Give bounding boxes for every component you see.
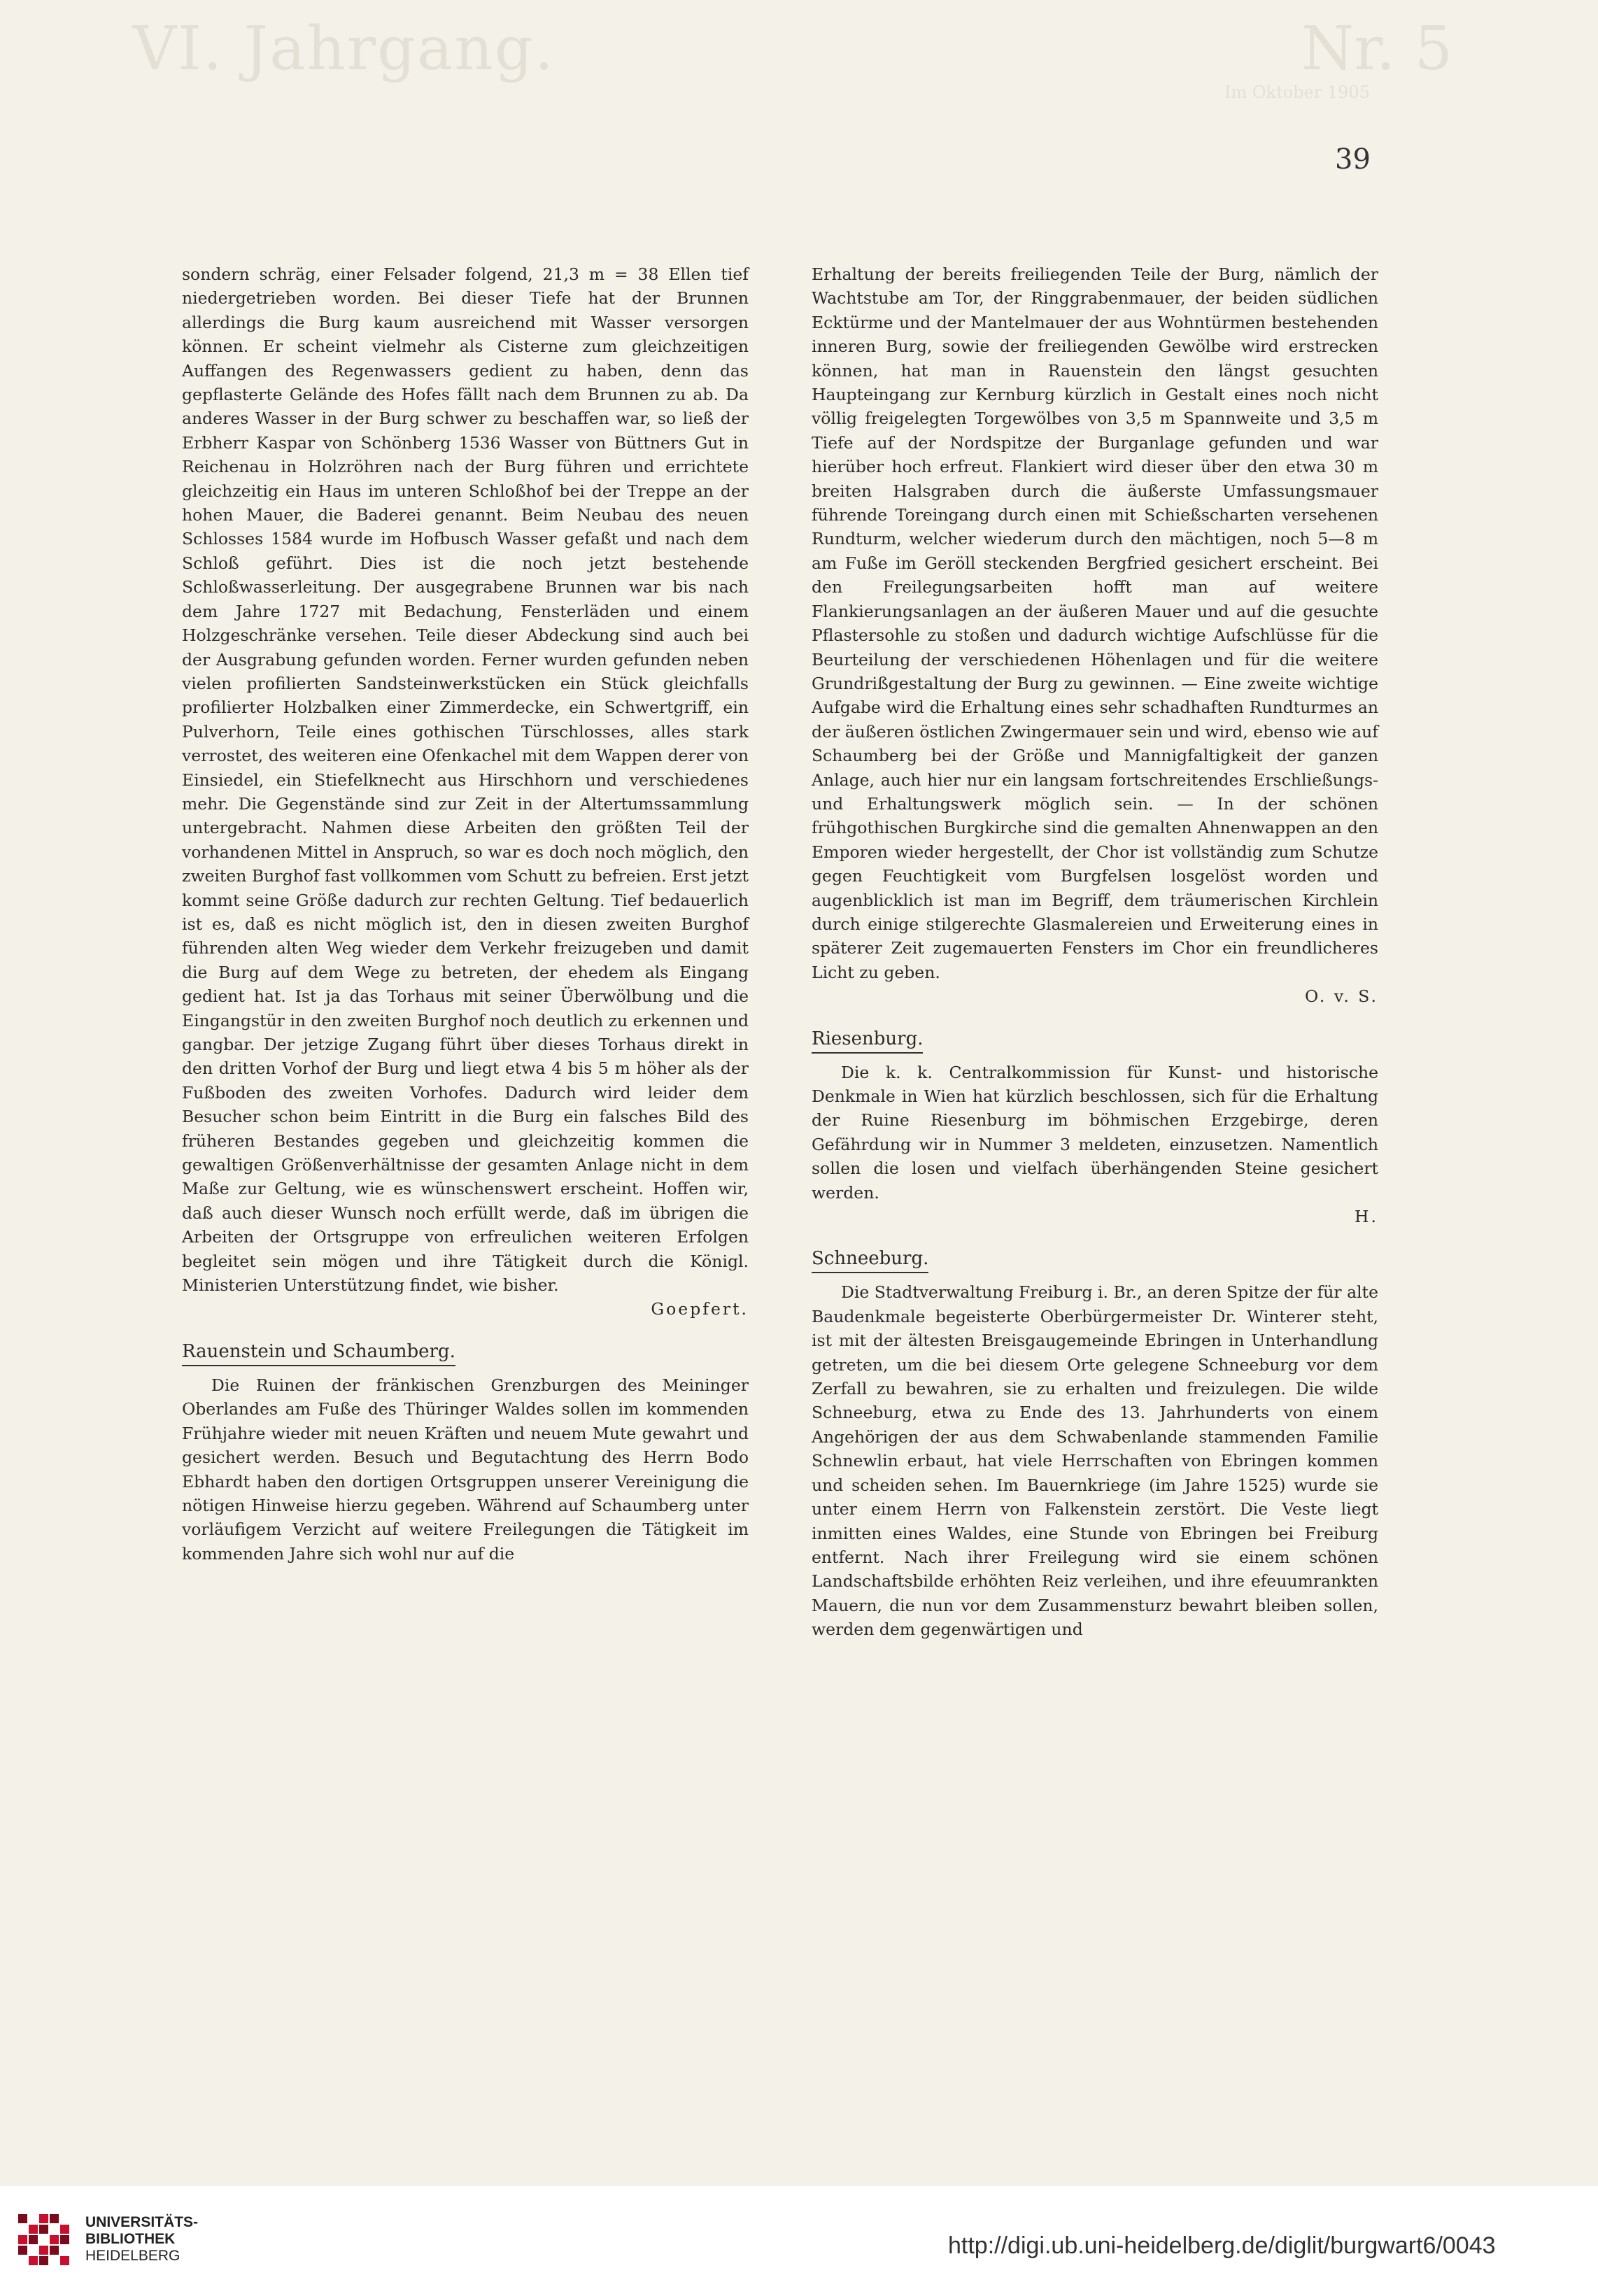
article-paragraph [182, 262, 749, 1321]
logo-tile [29, 2256, 38, 2265]
logo-tile [50, 2214, 59, 2223]
ghost-issue-number: Nr. 5 [1301, 14, 1453, 84]
library-name [85, 2214, 198, 2265]
ghost-issue-date: Im Oktober 1905 [1224, 83, 1370, 102]
article-paragraph: Die Stadtverwaltung Freiburg i. Br., an deren Spitze der für alte Baudenkmale begeisterte Oberbürgermeister Dr. Winterer steht, ist mit der ältesten Breisgaugemeinde Ebringen in Unterhandlung getreten, um die bei diesem Orte gelegene Schneeburg vor dem Zerfall zu bewahren, sie zu erhalten und freizulegen. Die wilde Schneeburg, etwa zu Ende des 13. Jahrhunderts von einem Angehörigen der aus dem Schwabenlande stammenden Familie Schnewlin erbaut, hat viele Herrschaften von Ebringen kommen und scheiden sehen. Im Bauernkriege (im Jahre 1525) wurde sie unter einem Herrn von Falkenstein zerstört. Die Veste liegt inmitten eines Waldes, eine Stunde von Ebringen bei Freiburg entfernt. Nach ihrer Freilegung wird sie einem schönen Landschaftsbilde erhöhten Reiz verleihen, und ihre efeuumrankten Mauern, die nun vor dem Zusammensturz bewahrt bleiben sollen, werden dem gegenwärtigen und [812, 1282, 1378, 1640]
logo-tile [60, 2225, 69, 2234]
left-column [182, 262, 749, 1566]
logo-tile [29, 2225, 38, 2234]
article-paragraph: Die Ruinen der fränkischen Grenzburgen des Meininger Oberlandes am Fuße des Thüringer Waldes sollen im kommenden Frühjahre wieder mit neuen Kräften und neuem Mute gewahrt und gesichert werden. Besuch und Begutachtung des Herrn Bodo Ebhardt haben den dortigen Ortsgruppen unserer Vereinigung die nötigen Hinweise hierzu gegeben. Während auf Schaumberg unter vorläufigem Verzicht auf weitere Freilegungen die Tätigkeit im kommenden Jahre sich wohl nur auf die [182, 1375, 749, 1564]
logo-tile [18, 2214, 27, 2223]
logo-tile [50, 2235, 59, 2244]
article-paragraph [812, 1061, 1378, 1229]
library-name-line: UNIVERSITÄTS- [85, 2214, 199, 2230]
page-number: 39 [1335, 143, 1371, 176]
logo-tile [39, 2214, 48, 2223]
library-name-line: BIBLIOTHEK [85, 2231, 176, 2247]
permalink-url[interactable]: http://digi.ub.uni-heidelberg.de/diglit/burgwart6/0043 [948, 2232, 1496, 2259]
paragraph-text: sondern schräg, einer Felsader folgend, 21,3 m = 38 Ellen tief niedergetrieben worden. Bei dieser Tiefe hat der Brunnen allerdings die Burg kaum ausreichend mit Wasser versorgen können. Er scheint vielmehr als Cisterne zum gleichzeitigen Auffangen des Regenwassers gedient zu haben, denn das gepflasterte Gelände des Hofes fällt nach dem Brunnen zu ab. Da anderes Wasser in der Burg schwer zu beschaffen war, so ließ der Erbherr Kaspar von Schönberg 1536 Wasser von Büttners Gut in Reichenau in Holzröhren nach der Burg führen und errichtete gleichzeitig ein Haus im unteren Schloßhof bei der Treppe an der hohen Mauer, die Baderei genannt. Beim Neubau des neuen Schlosses 1584 wurde im Hofbusch Wasser gefaßt und nach dem Schloß geführt. Dies ist die noch jetzt bestehende Schloßwasserleitung. Der ausgegrabene Brunnen war bis nach dem Jahre 1727 mit Bedachung, Fensterläden und einem Holzgeschränke versehen. Teile dieser Abdeckung sind auch bei der Ausgrabung gefunden worden. Ferner wurden gefunden neben vielen profilierten Sandsteinwerkstücken ein Stück gleichfalls profilierter Holzbalken einer Zimmerdecke, ein Schwertgriff, ein Pulverhorn, Teile eines gothischen Türschlosses, alles stark verrostet, des weiteren eine Ofenkachel mit dem Wappen derer von Einsiedel, ein Stiefelknecht aus Hirschhorn und verschiedenes mehr. Die Gegenstände sind zur Zeit in der Altertumssammlung untergebracht. Nahmen diese Arbeiten den größten Teil der vorhandenen Mittel in Anspruch, so war es doch noch möglich, den zweiten Burghof fast vollkommen vom Schutt zu befreien. Erst jetzt kommt seine Größe dadurch zur rechten Geltung. Tief bedauerlich ist es, daß es nicht möglich ist, den in diesen zweiten Burghof führenden alten Weg wieder dem Verkehr freizugeben und damit die Burg auf dem Wege zu betreten, der ehedem als Eingang gedient hat. Ist ja das Torhaus mit seiner Überwölbung und die Eingangstür in den zweiten Burghof noch deutlich zu erkennen und gangbar. Der jetzige Zugang führt über dieses Torhaus direkt in den dritten Vorhof der Burg und liegt etwa 4 bis 5 m höher als der Fußboden des zweiten Vorhofes. Dadurch wird leider dem Besucher schon beim Eintritt in die Burg ein falsches Bild des früheren Bestandes gegeben und gleichzeitig kommen die gewaltigen Größenverhältnisse der gesamten Anlage nicht in dem Maße zur Geltung, wie es wünschenswert erscheint. Hoffen wir, daß auch dieser Wunsch noch erfüllt werde, daß im übrigen die Arbeiten der Ortsgruppe von erfreulichen weiteren Erfolgen begleitet sein mögen und ihre Tätigkeit durch die Königl. Ministerien Unterstützung findet, wie bisher. [182, 264, 749, 1296]
library-footer [0, 2186, 1598, 2296]
author-signature: H. [1355, 1207, 1378, 1227]
page-header-bleedthrough [0, 0, 1598, 112]
author-signature: Goepfert. [651, 1299, 749, 1319]
section-heading-rauenstein: Rauenstein und Schaumberg. [182, 1340, 455, 1366]
logo-tile [29, 2235, 38, 2244]
section-heading-riesenburg: Riesenburg. [812, 1027, 923, 1054]
paragraph-text: Die k. k. Centralkommission für Kunst- und historische Denkmale in Wien hat kürzlich beschlossen, sich für die Erhaltung der Ruine Riesenburg im böhmischen Erzgebirge, deren Gefährdung wir in Nummer 3 meldeten, einzusetzen. Namentlich sollen die losen und vielfach überhängenden Steine gesichert werden. [812, 1062, 1378, 1203]
logo-tile [60, 2235, 69, 2244]
right-column [812, 262, 1378, 1642]
library-name-line: HEIDELBERG [85, 2248, 181, 2264]
author-signature: O. v. S. [1305, 986, 1378, 1007]
logo-tile [18, 2235, 27, 2244]
ghost-volume-title: VI. Jahrgang. [133, 14, 556, 84]
section-heading-schneeburg: Schneeburg. [812, 1247, 928, 1273]
logo-tile [39, 2225, 48, 2234]
article-paragraph [812, 262, 1378, 1009]
logo-tile [60, 2256, 69, 2265]
logo-tile [18, 2246, 27, 2255]
logo-tile [50, 2246, 59, 2255]
logo-tile [39, 2246, 48, 2255]
logo-tile [39, 2256, 48, 2265]
paragraph-text: Erhaltung der bereits freiliegenden Teile der Burg, nämlich der Wachtstube am Tor, der Ringgrabenmauer, der beiden südlichen Ecktürme und der Mantelmauer der aus Wohntürmen bestehenden inneren Burg, sowie der freiliegenden Gewölbe wird erstrecken können, hat man in Rauenstein den längst gesuchten Haupteingang zur Kernburg kürzlich in Gestalt eines noch nicht völlig freigelegten Torgewölbes von 3,5 m Spannweite und 3,5 m Tiefe auf der Nordspitze der Burganlage gefunden und war hierüber hoch erfreut. Flankiert wird dieser über den etwa 30 m breiten Halsgraben durch die äußerste Umfassungsmauer führende Toreingang durch einen mit Schießscharten versehenen Rundturm, welcher wiederum durch den mächtigen, noch 5—8 m am Fuße im Geröll steckenden Bergfried gesichert erscheint. Bei den Freilegungsarbeiten hofft man auf weitere Flankierungsanlagen an der äußeren Mauer und auf die gesuchte Pflastersohle zu stoßen und dadurch wichtige Aufschlüsse für die Beurteilung der verschiedenen Höhenlagen und für die weitere Grundrißgestaltung der Burg zu gewinnen. — Eine zweite wichtige Aufgabe wird die Erhaltung eines sehr schadhaften Rundturmes an der äußeren östlichen Zwingermauer sein und wird, ebenso wie auf Schaumberg bei der Größe und Mannigfaltigkeit der ganzen Anlage, auch hier nur ein langsam fortschreitendes Erschließungs- und Erhaltungswerk möglich sein. — In der schönen frühgothischen Burgkirche sind die gemalten Ahnenwappen an den Emporen wieder hergestellt, der Chor ist vollständig zum Schutze gegen Feuchtigkeit vom Burgfelsen losgelöst worden und augenblicklich ist man im Begriff, dem träumerischen Kirchlein durch einige stilgerechte Glasmalereien und Erweiterung eines in späterer Zeit zugemauerten Fensters im Chor ein freundlicheres Licht zu geben. [812, 264, 1378, 982]
university-library-logo-icon [13, 2209, 76, 2272]
